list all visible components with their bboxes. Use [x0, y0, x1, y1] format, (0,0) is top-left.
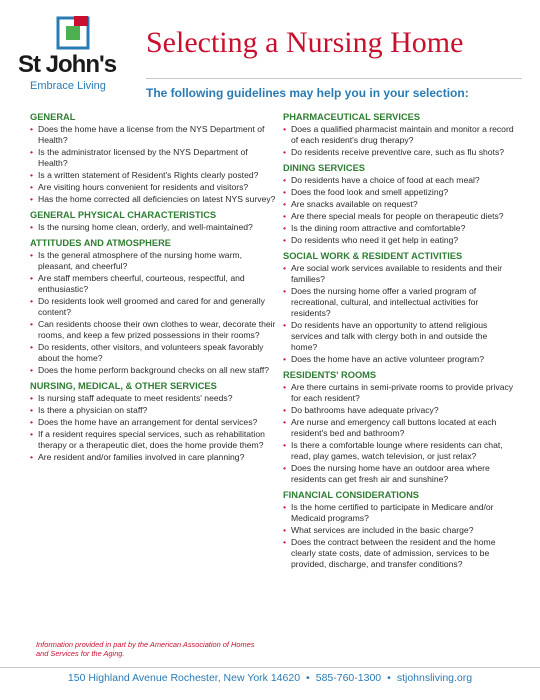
checklist-item — [30, 393, 276, 404]
section-heading: SOCIAL WORK & RESIDENT ACTIVITIES — [283, 251, 463, 261]
checklist-item — [30, 170, 276, 181]
checklist-item — [30, 194, 276, 205]
section-heading: FINANCIAL CONSIDERATIONS — [283, 490, 420, 500]
checklist-item — [30, 417, 276, 428]
bullet-icon: • — [283, 199, 287, 209]
bullet-icon: • — [30, 319, 34, 329]
checklist-item-text: Are social work services available to residents and their families? — [291, 263, 503, 284]
page-header — [0, 0, 540, 110]
bullet-icon: • — [283, 223, 287, 233]
checklist-item-text: Is the general atmosphere of the nursing home warm, pleasant, and cheerful? — [38, 250, 242, 271]
checklist-section — [283, 163, 515, 246]
checklist-item-text: Does the home have an active volunteer program? — [291, 354, 484, 364]
checklist — [30, 124, 276, 205]
checklist — [30, 250, 276, 376]
checklist-item-text: Are resident and/or families involved in care planning? — [38, 452, 245, 462]
checklist-item — [283, 320, 515, 353]
bullet-icon: • — [30, 296, 34, 306]
checklist-item-text: Does the home have a license from the NYS Department of Health? — [38, 124, 265, 145]
bullet-icon: • — [283, 235, 287, 245]
checklist-item-text: If a resident requires special services, such as rehabilitation therapy or a therapeutic diet, does the home provide them? — [38, 429, 265, 450]
logo-name: St John's — [18, 51, 117, 78]
checklist-item-text: Does the nursing home offer a varied program of recreational, cultural, and intellectual activities for residents? — [291, 286, 479, 318]
footer-website-link[interactable]: stjohnsliving.org — [396, 672, 473, 684]
page-footer — [0, 671, 540, 685]
bullet-icon: • — [30, 273, 34, 283]
bullet-icon: • — [283, 211, 287, 221]
checklist-item-text: Is there a comfortable lounge where residents can chat, read, play games, watch television, or just relax? — [291, 440, 503, 461]
logo-square-icon — [56, 16, 90, 50]
checklist-item-text: Are nurse and emergency call buttons located at each resident's bed and bathroom? — [291, 417, 497, 438]
checklist-item — [283, 537, 515, 570]
bullet-icon: • — [30, 417, 34, 427]
checklist-item-text: Is nursing staff adequate to meet residents' needs? — [38, 393, 233, 403]
checklist — [283, 382, 515, 485]
footer-separator: • — [306, 672, 310, 684]
checklist-item-text: Are there curtains in semi-private rooms to provide privacy for each resident? — [291, 382, 514, 403]
footer-divider — [0, 667, 540, 668]
checklist — [30, 393, 276, 463]
bullet-icon: • — [30, 250, 34, 260]
checklist-item — [30, 365, 276, 376]
bullet-icon: • — [283, 537, 287, 547]
checklist-item-text: Do residents look well groomed and cared for and generally content? — [38, 296, 265, 317]
checklist-item-text: Are staff members cheerful, courteous, respectful, and enthusiastic? — [38, 273, 245, 294]
checklist-section — [283, 112, 515, 158]
bullet-icon: • — [30, 452, 34, 462]
checklist-item — [30, 452, 276, 463]
checklist-item-text: Do bathrooms have adequate privacy? — [291, 405, 439, 415]
bullet-icon: • — [30, 429, 34, 439]
checklist-item-text: Is the nursing home clean, orderly, and well-maintained? — [38, 222, 253, 232]
title-divider — [146, 78, 522, 79]
checklist-item-text: Is a written statement of Resident's Rights clearly posted? — [38, 170, 259, 180]
bullet-icon: • — [283, 286, 287, 296]
checklist-section — [283, 370, 515, 485]
checklist-item-text: Does the contract between the resident and the home clearly state costs, date of admission, services to be provided, discharge, and transfer conditions? — [291, 537, 496, 569]
checklist-item — [283, 175, 515, 186]
bullet-icon: • — [283, 405, 287, 415]
checklist-item — [30, 147, 276, 169]
bullet-icon: • — [283, 320, 287, 330]
bullet-icon: • — [30, 342, 34, 352]
bullet-icon: • — [30, 405, 34, 415]
checklist-item — [283, 223, 515, 234]
bullet-icon: • — [283, 525, 287, 535]
checklist-item — [30, 182, 276, 193]
checklist — [283, 263, 515, 365]
bullet-icon: • — [283, 147, 287, 157]
section-heading: GENERAL PHYSICAL CHARACTERISTICS — [30, 210, 217, 220]
bullet-icon: • — [283, 463, 287, 473]
bullet-icon: • — [30, 194, 34, 204]
page-subtitle: The following guidelines may help you in your selection: — [146, 86, 469, 100]
bullet-icon: • — [283, 175, 287, 185]
checklist-item — [283, 263, 515, 285]
bullet-icon: • — [30, 222, 34, 232]
checklist-item-text: Are snacks available on request? — [291, 199, 418, 209]
checklist-section — [30, 381, 276, 463]
checklist-item — [283, 502, 515, 524]
checklist-item — [283, 354, 515, 365]
checklist-item-text: Do residents, other visitors, and volunteers speak favorably about the home? — [38, 342, 264, 363]
section-heading: DINING SERVICES — [283, 163, 365, 173]
bullet-icon: • — [30, 365, 34, 375]
checklist-item — [283, 211, 515, 222]
bullet-icon: • — [30, 393, 34, 403]
checklist — [283, 124, 515, 158]
bullet-icon: • — [283, 124, 287, 134]
checklist-item — [30, 250, 276, 272]
checklist-item-text: Is the home certified to participate in Medicare and/or Medicaid programs? — [291, 502, 494, 523]
checklist-item — [283, 463, 515, 485]
checklist-item — [283, 187, 515, 198]
checklist — [283, 175, 515, 246]
checklist-item — [283, 417, 515, 439]
bullet-icon: • — [283, 263, 287, 273]
footer-address: 150 Highland Avenue Rochester, New York 14620 — [67, 672, 301, 684]
checklist-item-text: Has the home corrected all deficiencies on latest NYS survey? — [38, 194, 276, 204]
checklist-item-text: Does the food look and smell appetizing? — [291, 187, 449, 197]
checklist-item — [283, 235, 515, 246]
section-heading: GENERAL — [30, 112, 76, 122]
page-title: Selecting a Nursing Home — [146, 26, 464, 59]
checklist — [30, 222, 276, 233]
checklist-section — [30, 238, 276, 376]
checklist-item — [30, 273, 276, 295]
checklist-item-text: Is there a physician on staff? — [38, 405, 148, 415]
checklist-item — [283, 199, 515, 210]
logo-tagline: Embrace Living — [30, 80, 106, 92]
checklist-section — [283, 490, 515, 570]
checklist-item — [283, 405, 515, 416]
section-heading: ATTITUDES AND ATMOSPHERE — [30, 238, 172, 248]
checklist-item — [30, 319, 276, 341]
checklist-item-text: Does the home perform background checks on all new staff? — [38, 365, 270, 375]
checklist-item — [30, 342, 276, 364]
checklist-item-text: Are there special meals for people on therapeutic diets? — [291, 211, 504, 221]
bullet-icon: • — [283, 440, 287, 450]
bullet-icon: • — [30, 124, 34, 134]
bullet-icon: • — [283, 417, 287, 427]
checklist-item-text: Does the home have an arrangement for dental services? — [38, 417, 258, 427]
bullet-icon: • — [283, 502, 287, 512]
checklist-section — [30, 112, 276, 205]
checklist-item-text: What services are included in the basic charge? — [291, 525, 474, 535]
bullet-icon: • — [283, 382, 287, 392]
checklist-item-text: Do residents have an opportunity to attend religious services and talk with clergy both in and outside the home? — [291, 320, 488, 352]
left-column — [30, 112, 276, 468]
checklist-item-text: Do residents receive preventive care, such as flu shots? — [291, 147, 505, 157]
footer-phone: 585-760-1300 — [315, 672, 382, 684]
checklist-item — [30, 222, 276, 233]
section-heading: RESIDENTS' ROOMS — [283, 370, 377, 380]
bullet-icon: • — [30, 170, 34, 180]
checklist-item — [283, 440, 515, 462]
checklist-item-text: Do residents who need it get help in eating? — [291, 235, 459, 245]
bullet-icon: • — [30, 147, 34, 157]
checklist-item — [283, 382, 515, 404]
right-column — [283, 112, 515, 575]
checklist-item — [283, 286, 515, 319]
bullet-icon: • — [30, 182, 34, 192]
checklist-item — [283, 147, 515, 158]
checklist-item — [30, 429, 276, 451]
checklist-item-text: Can residents choose their own clothes to wear, decorate their rooms, and keep a few prized possessions in their rooms? — [38, 319, 276, 340]
bullet-icon: • — [283, 187, 287, 197]
st-johns-logo — [18, 16, 138, 96]
section-heading: PHARMACEUTICAL SERVICES — [283, 112, 421, 122]
bullet-icon: • — [283, 354, 287, 364]
checklist-item — [283, 124, 515, 146]
checklist-item-text: Does the nursing home have an outdoor area where residents can get fresh air and sunshine? — [291, 463, 490, 484]
credit-note: Information provided in part by the American Association of Homes and Services for the Aging. — [36, 640, 255, 658]
checklist-item-text: Is the administrator licensed by the NYS Department of Health? — [38, 147, 248, 168]
checklist-section — [30, 210, 276, 233]
checklist-item — [30, 296, 276, 318]
checklist-item-text: Does a qualified pharmacist maintain and monitor a record of each resident's drug therapy? — [291, 124, 514, 145]
checklist-item — [283, 525, 515, 536]
checklist-item-text: Do residents have a choice of food at each meal? — [291, 175, 480, 185]
checklist-item — [30, 124, 276, 146]
checklist-item — [30, 405, 276, 416]
section-heading: NURSING, MEDICAL, & OTHER SERVICES — [30, 381, 217, 391]
checklist-section — [283, 251, 515, 365]
checklist — [283, 502, 515, 570]
footer-separator: • — [387, 672, 391, 684]
checklist-item-text: Are visiting hours convenient for residents and visitors? — [38, 182, 249, 192]
checklist-item-text: Is the dining room attractive and comfortable? — [291, 223, 466, 233]
